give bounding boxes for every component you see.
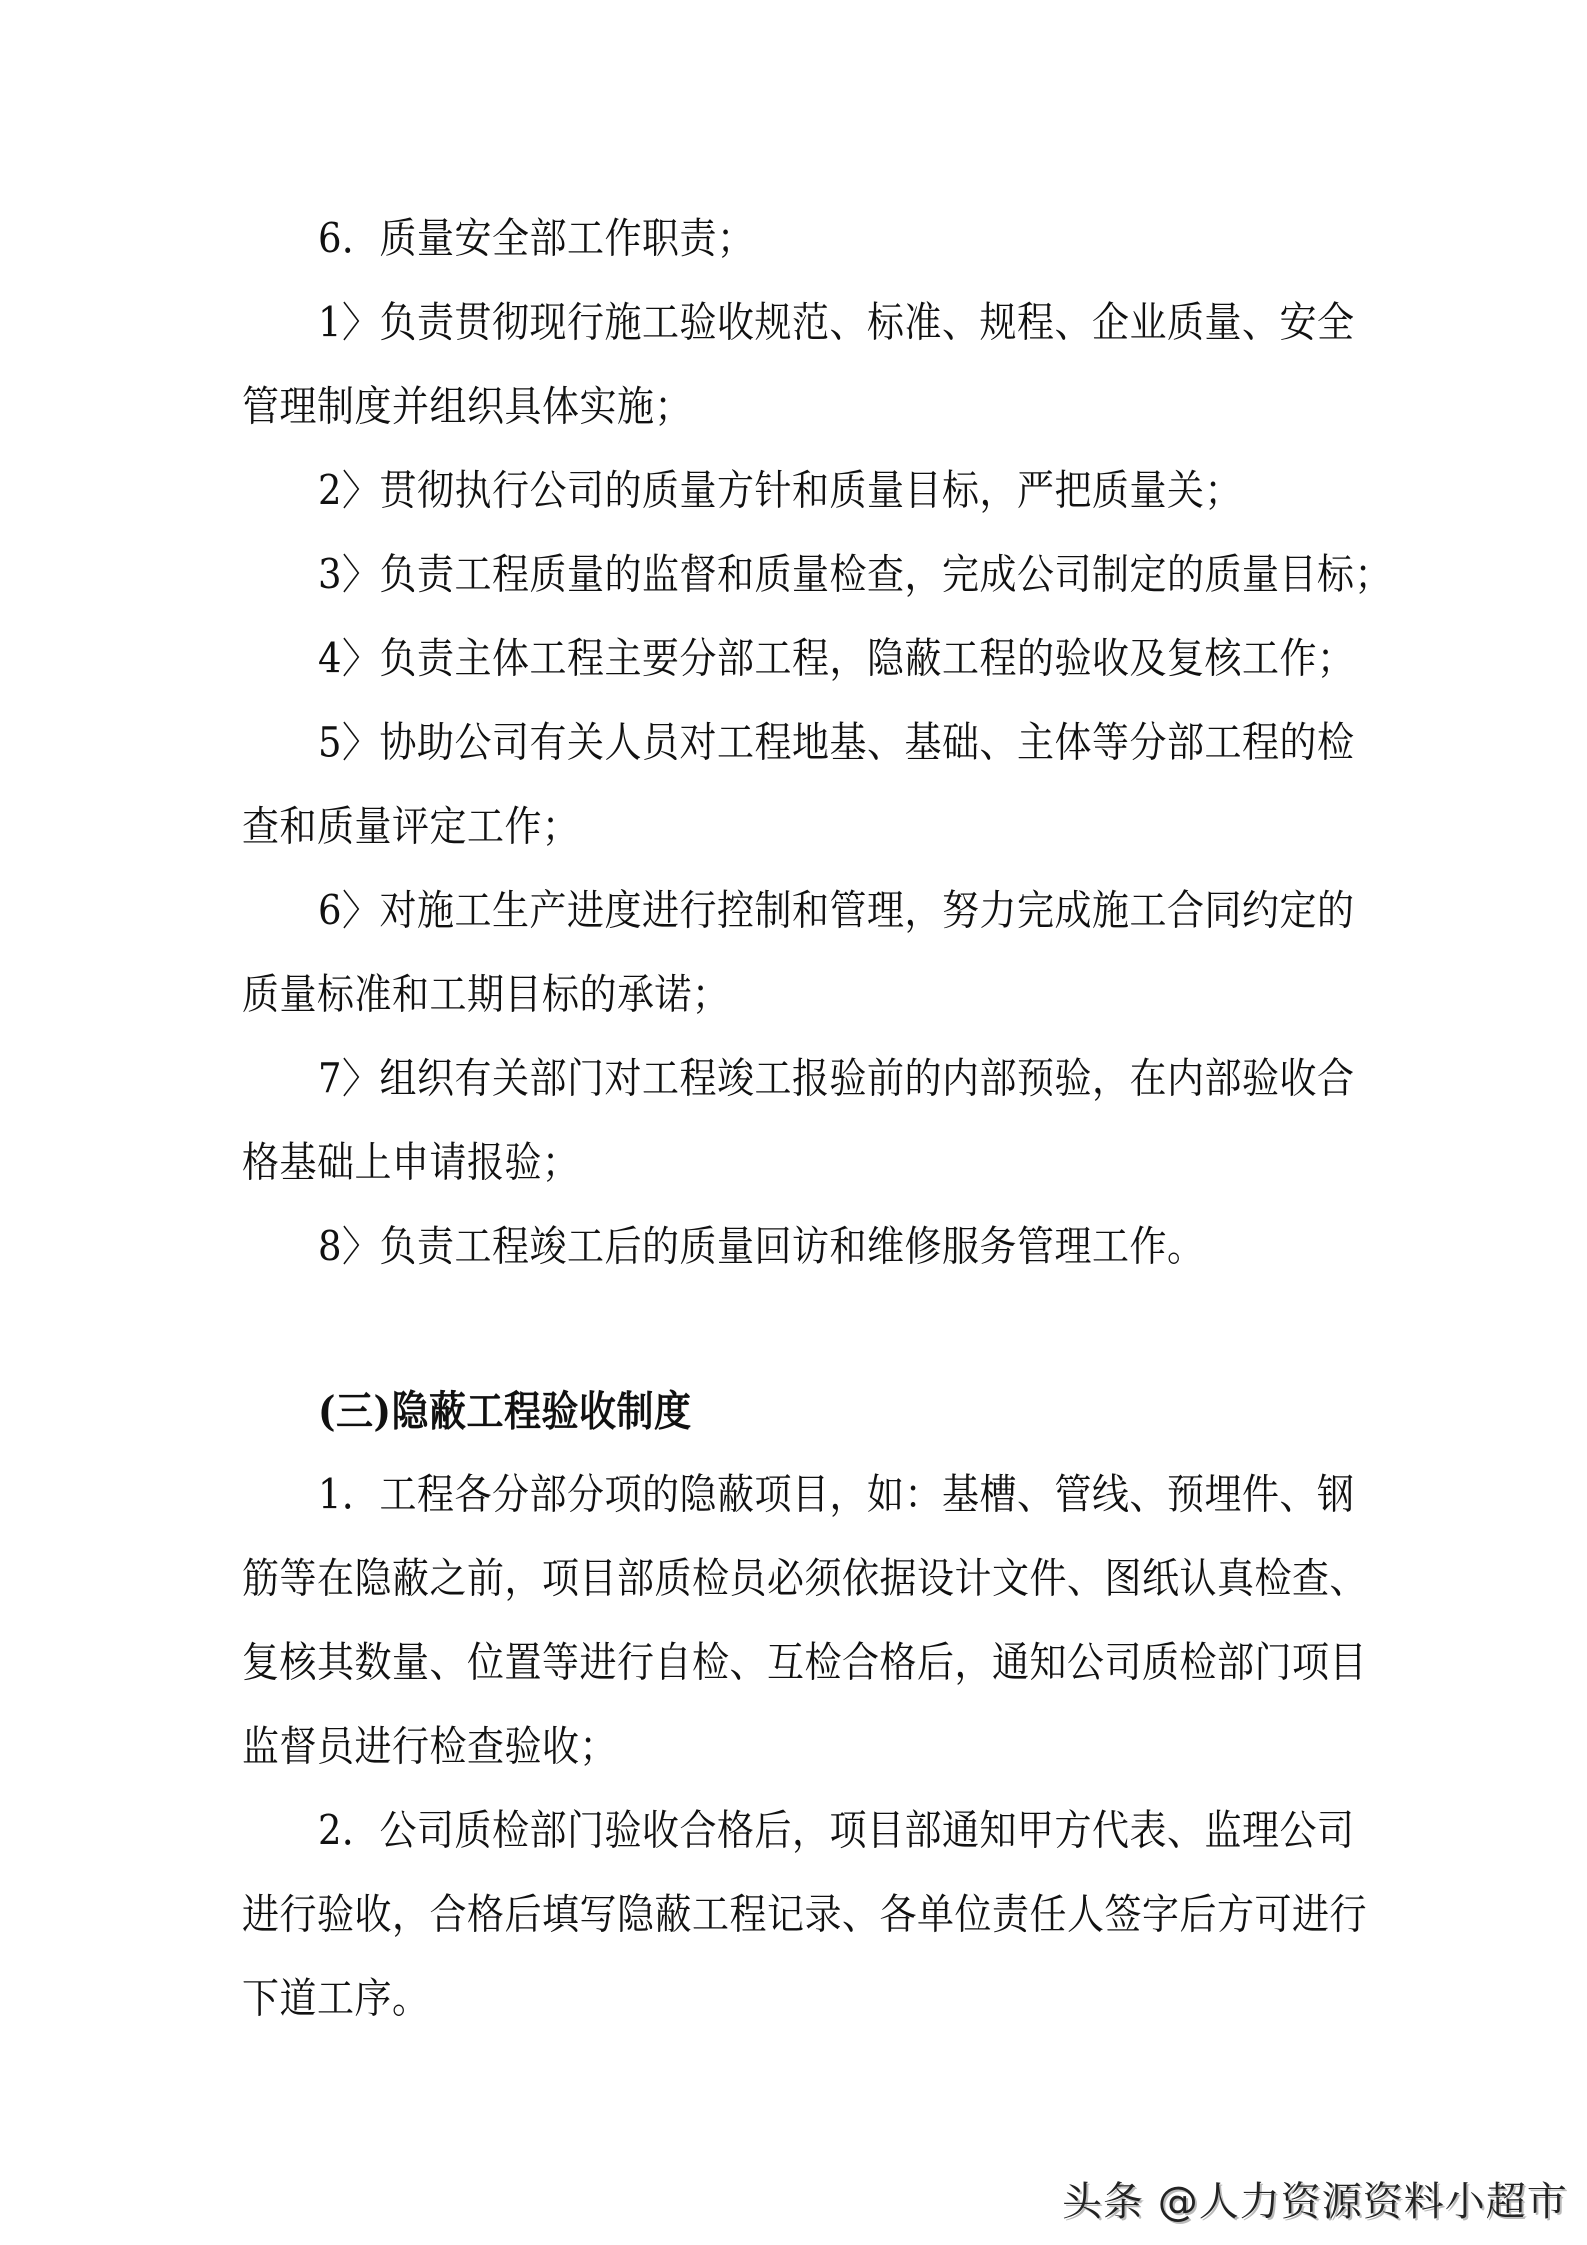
paragraph-line: 查和质量评定工作； [242, 802, 580, 851]
paragraph-line: 下道工序。 [242, 1974, 430, 2023]
section-heading: (三)隐蔽工程验收制度 [318, 1386, 692, 1436]
paragraph-line: 质量标准和工期目标的承诺； [242, 970, 730, 1019]
paragraph-line: 格基础上申请报验； [242, 1138, 580, 1187]
paragraph-line: 2．公司质检部门验收合格后，项目部通知甲方代表、监理公司 [318, 1806, 1355, 1855]
paragraph-line: 筋等在隐蔽之前，项目部质检员必须依据设计文件、图纸认真检查、 [242, 1554, 1367, 1603]
paragraph-line: 4〉负责主体工程主要分部工程，隐蔽工程的验收及复核工作； [318, 634, 1355, 683]
paragraph-line: 监督员进行检查验收； [242, 1722, 617, 1771]
paragraph-line: 5〉协助公司有关人员对工程地基、基础、主体等分部工程的检 [318, 718, 1355, 767]
paragraph-line: 2〉贯彻执行公司的质量方针和质量目标，严把质量关； [318, 466, 1243, 515]
paragraph-line: 复核其数量、位置等进行自检、互检合格后，通知公司质检部门项目 [242, 1638, 1367, 1687]
paragraph-item-6-title: 6．质量安全部工作职责； [318, 214, 755, 263]
paragraph-line: 管理制度并组织具体实施； [242, 382, 692, 431]
paragraph-line: 7〉组织有关部门对工程竣工报验前的内部预验，在内部验收合 [318, 1054, 1355, 1103]
paragraph-line: 3〉负责工程质量的监督和质量检查，完成公司制定的质量目标； [318, 550, 1393, 599]
paragraph-line: 6〉对施工生产进度进行控制和管理，努力完成施工合同约定的 [318, 886, 1355, 935]
watermark: 头条 @人力资源资料小超市 [1062, 2179, 1568, 2225]
paragraph-line: 1〉负责贯彻现行施工验收规范、标准、规程、企业质量、安全 [318, 298, 1355, 347]
paragraph-line: 8〉负责工程竣工后的质量回访和维修服务管理工作。 [318, 1222, 1205, 1271]
paragraph-line: 进行验收，合格后填写隐蔽工程记录、各单位责任人签字后方可进行 [242, 1890, 1367, 1939]
paragraph-line: 1．工程各分部分项的隐蔽项目，如：基槽、管线、预埋件、钢 [318, 1470, 1355, 1519]
